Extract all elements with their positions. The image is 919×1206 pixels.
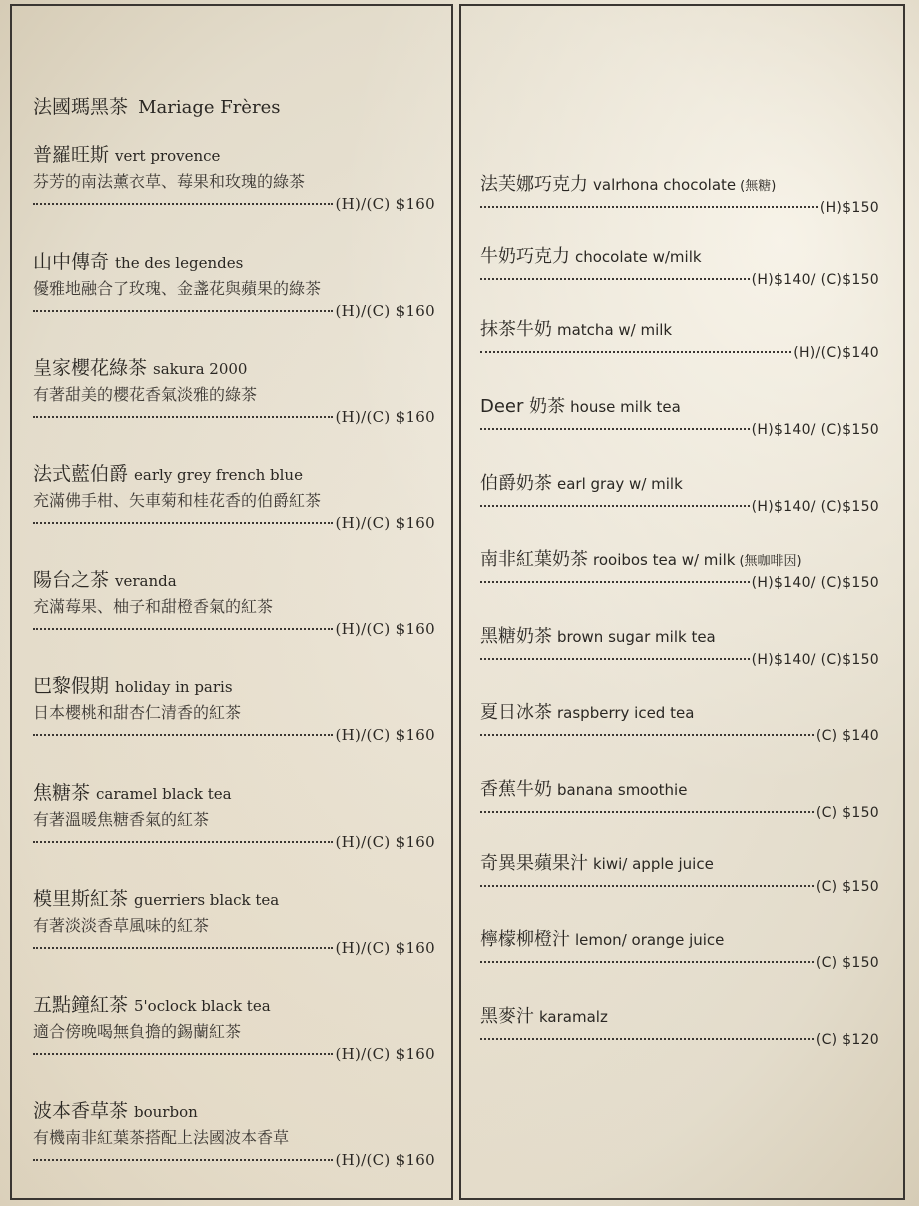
item-name-zh: 陽台之茶 — [33, 569, 110, 591]
tea-item — [33, 993, 435, 1069]
dotted-leader — [480, 278, 750, 280]
item-name-en: lemon/ orange juice — [575, 931, 725, 949]
item-price: (H)$150 — [819, 200, 879, 216]
item-name-zh: 普羅旺斯 — [33, 144, 110, 166]
item-price: (H)/(C) $160 — [335, 302, 435, 320]
item-description: 充滿莓果、柚子和甜橙香氣的紅茶 — [33, 597, 274, 616]
dotted-leader — [480, 206, 818, 208]
item-name-en: sakura 2000 — [153, 360, 248, 378]
dotted-leader — [33, 947, 333, 949]
item-name-zh: 波本香草茶 — [33, 1100, 129, 1122]
dotted-leader — [33, 1053, 333, 1055]
item-name-en: guerriers black tea — [134, 891, 280, 909]
item-name-zh: 巴黎假期 — [33, 675, 110, 697]
item-name-zh: 山中傳奇 — [33, 251, 110, 273]
drink-item — [480, 318, 879, 369]
item-price: (H)/(C) $160 — [335, 620, 435, 638]
dotted-leader — [480, 811, 814, 813]
drink-item — [480, 701, 879, 752]
drink-item — [480, 395, 879, 446]
dotted-leader — [480, 658, 750, 660]
dotted-leader — [33, 1159, 333, 1161]
drink-item — [480, 548, 879, 599]
item-price: (H)/(C) $160 — [335, 514, 435, 532]
item-name-en: chocolate w/milk — [575, 248, 702, 266]
tea-item — [33, 1099, 435, 1175]
dotted-leader — [33, 310, 333, 312]
item-price: (H)/(C) $160 — [335, 833, 435, 851]
tea-item — [33, 887, 435, 963]
drink-item — [480, 173, 879, 224]
item-description: 有著甜美的櫻花香氣淡雅的綠茶 — [33, 385, 258, 404]
item-description: 有著淡淡香草風味的紅茶 — [33, 916, 210, 935]
item-name-en: early grey french blue — [134, 466, 303, 484]
item-name-en: the des legendes — [115, 254, 244, 272]
item-name-en: veranda — [115, 572, 177, 590]
item-note: (無咖啡因) — [739, 554, 802, 569]
drink-item — [480, 852, 879, 903]
item-name-en: 5'oclock black tea — [134, 997, 271, 1015]
item-price: (H)/(C) $160 — [335, 1151, 435, 1169]
dotted-leader — [33, 203, 333, 205]
item-price: (H)/(C) $160 — [335, 939, 435, 957]
dotted-leader — [480, 885, 814, 887]
drink-item — [480, 778, 879, 829]
item-name-zh: 夏日冰茶 — [480, 702, 552, 723]
tea-item — [33, 356, 435, 432]
item-price: (H)/(C) $160 — [335, 195, 435, 213]
section-title-en: Mariage Frères — [138, 97, 281, 118]
item-name-zh: Deer 奶茶 — [480, 396, 566, 417]
drink-item — [480, 472, 879, 523]
item-name-zh: 南非紅葉奶茶 — [480, 549, 588, 570]
item-name-en: brown sugar milk tea — [557, 628, 716, 646]
tea-item — [33, 250, 435, 326]
item-name-en: earl gray w/ milk — [557, 475, 683, 493]
item-description: 芬芳的南法薰衣草、莓果和玫瑰的綠茶 — [33, 172, 306, 191]
item-price: (H)$140/ (C)$150 — [751, 499, 879, 515]
item-name-zh: 法式藍伯爵 — [33, 463, 129, 485]
item-price: (H)$140/ (C)$150 — [751, 575, 879, 591]
dotted-leader — [480, 734, 814, 736]
tea-item — [33, 781, 435, 857]
drink-item — [480, 928, 879, 979]
dotted-leader — [33, 734, 333, 736]
item-name-en: holiday in paris — [115, 678, 233, 696]
section-title-zh: 法國瑪黑茶 — [33, 96, 129, 118]
item-name-en: vert provence — [115, 147, 221, 165]
item-name-zh: 黑麥汁 — [480, 1006, 534, 1027]
item-price: (C) $140 — [815, 728, 879, 744]
item-description: 適合傍晚喝無負擔的錫蘭紅茶 — [33, 1022, 242, 1041]
tea-item — [33, 143, 435, 219]
item-name-zh: 五點鐘紅茶 — [33, 994, 129, 1016]
item-name-en: kiwi/ apple juice — [593, 855, 714, 873]
item-description: 有著溫暖焦糖香氣的紅茶 — [33, 810, 210, 829]
item-name-zh: 牛奶巧克力 — [480, 246, 570, 267]
item-price: (H)/(C) $160 — [335, 408, 435, 426]
item-name-en: caramel black tea — [96, 785, 232, 803]
item-name-zh: 皇家櫻花綠茶 — [33, 357, 148, 379]
item-name-zh: 法芙娜巧克力 — [480, 174, 588, 195]
item-price: (H)$140/ (C)$150 — [751, 422, 879, 438]
drink-item — [480, 245, 879, 296]
item-description: 有機南非紅葉茶搭配上法國波本香草 — [33, 1128, 290, 1147]
item-note: (無糖) — [740, 179, 777, 194]
item-name-zh: 香蕉牛奶 — [480, 779, 552, 800]
dotted-leader — [33, 841, 333, 843]
item-price: (C) $120 — [815, 1032, 879, 1048]
tea-item — [33, 462, 435, 538]
item-price: (H)$140/ (C)$150 — [751, 652, 879, 668]
item-description: 充滿佛手柑、矢車菊和桂花香的伯爵紅茶 — [33, 491, 322, 510]
dotted-leader — [33, 522, 333, 524]
item-price: (H)$140/ (C)$150 — [751, 272, 879, 288]
item-price: (C) $150 — [815, 955, 879, 971]
tea-item — [33, 568, 435, 644]
item-price: (H)/(C) $160 — [335, 726, 435, 744]
item-description: 優雅地融合了玫瑰、金盞花與蘋果的綠茶 — [33, 279, 322, 298]
item-name-en: matcha w/ milk — [557, 321, 673, 339]
item-name-en: house milk tea — [570, 398, 681, 416]
dotted-leader — [480, 581, 750, 583]
dotted-leader — [480, 428, 750, 430]
item-name-zh: 黑糖奶茶 — [480, 626, 552, 647]
dotted-leader — [480, 961, 814, 963]
item-name-en: banana smoothie — [557, 781, 688, 799]
dotted-leader — [33, 628, 333, 630]
item-name-en: raspberry iced tea — [557, 704, 695, 722]
dotted-leader — [480, 1038, 814, 1040]
drink-item — [480, 625, 879, 676]
item-name-en: karamalz — [539, 1008, 608, 1026]
item-description: 日本櫻桃和甜杏仁清香的紅茶 — [33, 703, 242, 722]
item-name-zh: 伯爵奶茶 — [480, 473, 552, 494]
dotted-leader — [480, 505, 750, 507]
item-name-zh: 抹茶牛奶 — [480, 319, 552, 340]
section-title — [33, 92, 280, 119]
item-name-en: rooibos tea w/ milk — [593, 551, 736, 569]
item-name-zh: 奇異果蘋果汁 — [480, 853, 588, 874]
item-price: (H)/(C)$140 — [793, 345, 879, 361]
item-name-en: bourbon — [134, 1103, 198, 1121]
item-name-zh: 檸檬柳橙汁 — [480, 929, 570, 950]
dotted-leader — [480, 351, 791, 353]
tea-item — [33, 674, 435, 750]
item-name-en: valrhona chocolate — [593, 176, 737, 194]
item-name-zh: 模里斯紅茶 — [33, 888, 129, 910]
item-price: (H)/(C) $160 — [335, 1045, 435, 1063]
dotted-leader — [33, 416, 333, 418]
drink-item — [480, 1005, 879, 1056]
item-name-zh: 焦糖茶 — [33, 782, 91, 804]
item-price: (C) $150 — [815, 805, 879, 821]
item-price: (C) $150 — [815, 879, 879, 895]
